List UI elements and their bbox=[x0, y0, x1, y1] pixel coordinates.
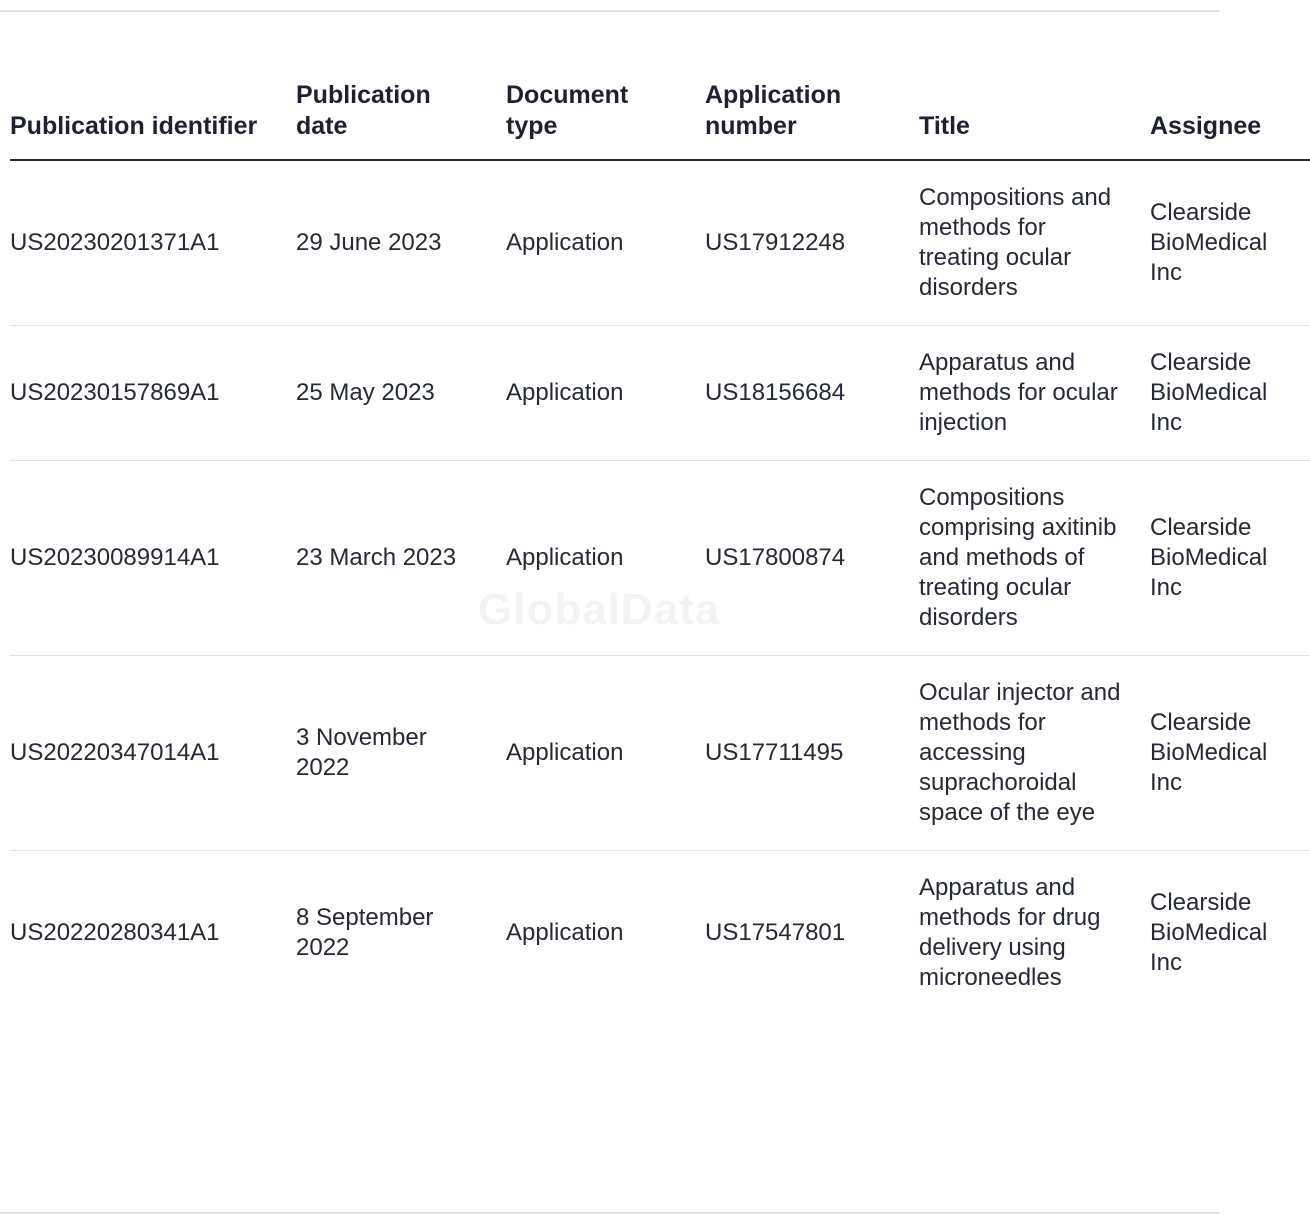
cell-publication-identifier: US20230089914A1 bbox=[10, 461, 296, 656]
table-row bbox=[10, 326, 1310, 461]
cell-assignee: Clearside BioMedical Inc bbox=[1150, 326, 1310, 461]
header-publication-identifier: Publication identifier bbox=[10, 70, 296, 160]
cell-title: Compositions comprising axitinib and methods of treating ocular disorders bbox=[919, 461, 1150, 656]
table-row bbox=[10, 160, 1310, 326]
table-row bbox=[10, 656, 1310, 851]
header-assignee: Assignee bbox=[1150, 70, 1310, 160]
cell-document-type: Application bbox=[506, 461, 705, 656]
cell-document-type: Application bbox=[506, 919, 624, 946]
cell-title: Apparatus and methods for drug delivery using microneedles bbox=[919, 874, 1101, 991]
cell-document-type: Application bbox=[506, 326, 705, 461]
cell-publication-date: 25 May 2023 bbox=[296, 326, 506, 461]
cell-application-number: US17547801 bbox=[705, 919, 846, 946]
cell-assignee: Clearside BioMedical Inc bbox=[1150, 461, 1310, 656]
patents-table bbox=[10, 70, 1310, 1015]
cell-document-type: Application bbox=[506, 656, 705, 851]
cell-assignee: Clearside BioMedical Inc bbox=[1150, 889, 1268, 976]
watermark: GlobalData bbox=[478, 585, 721, 634]
table-row bbox=[10, 851, 1310, 1016]
cell-assignee: Clearside BioMedical Inc bbox=[1150, 656, 1310, 851]
bottom-divider bbox=[0, 1212, 1220, 1214]
cell-assignee: Clearside BioMedical Inc bbox=[1150, 160, 1310, 326]
patents-table-container[interactable] bbox=[10, 70, 1268, 1210]
cell-publication-identifier: US20220280341A1 bbox=[10, 919, 220, 946]
cell-application-number: US17912248 bbox=[705, 160, 919, 326]
table-row bbox=[10, 461, 1310, 656]
cell-title: Apparatus and methods for ocular injection bbox=[919, 326, 1150, 461]
cell-publication-date: 3 November 2022 bbox=[296, 656, 506, 851]
cell-publication-identifier: US20230157869A1 bbox=[10, 326, 296, 461]
cell-application-number: US18156684 bbox=[705, 326, 919, 461]
cell-title: Ocular injector and methods for accessing suprachoroidal space of the eye bbox=[919, 656, 1150, 851]
cell-application-number: US17711495 bbox=[705, 656, 919, 851]
cell-publication-date: 23 March 2023 bbox=[296, 461, 506, 656]
cell-application-number: US17800874 bbox=[705, 461, 919, 656]
cell-publication-identifier: US20230201371A1 bbox=[10, 160, 296, 326]
cell-publication-date: 29 June 2023 bbox=[296, 160, 506, 326]
header-document-type: Document type bbox=[506, 70, 705, 160]
table-header-row bbox=[10, 70, 1310, 160]
cell-publication-identifier: US20220347014A1 bbox=[10, 656, 296, 851]
header-application-number: Application number bbox=[705, 70, 919, 160]
cell-publication-date: 8 September 2022 bbox=[296, 904, 434, 961]
cell-document-type: Application bbox=[506, 160, 705, 326]
header-publication-date: Publication date bbox=[296, 70, 506, 160]
cell-title: Compositions and methods for treating ocular disorders bbox=[919, 160, 1150, 326]
top-divider bbox=[0, 10, 1220, 12]
header-title: Title bbox=[919, 70, 1150, 160]
